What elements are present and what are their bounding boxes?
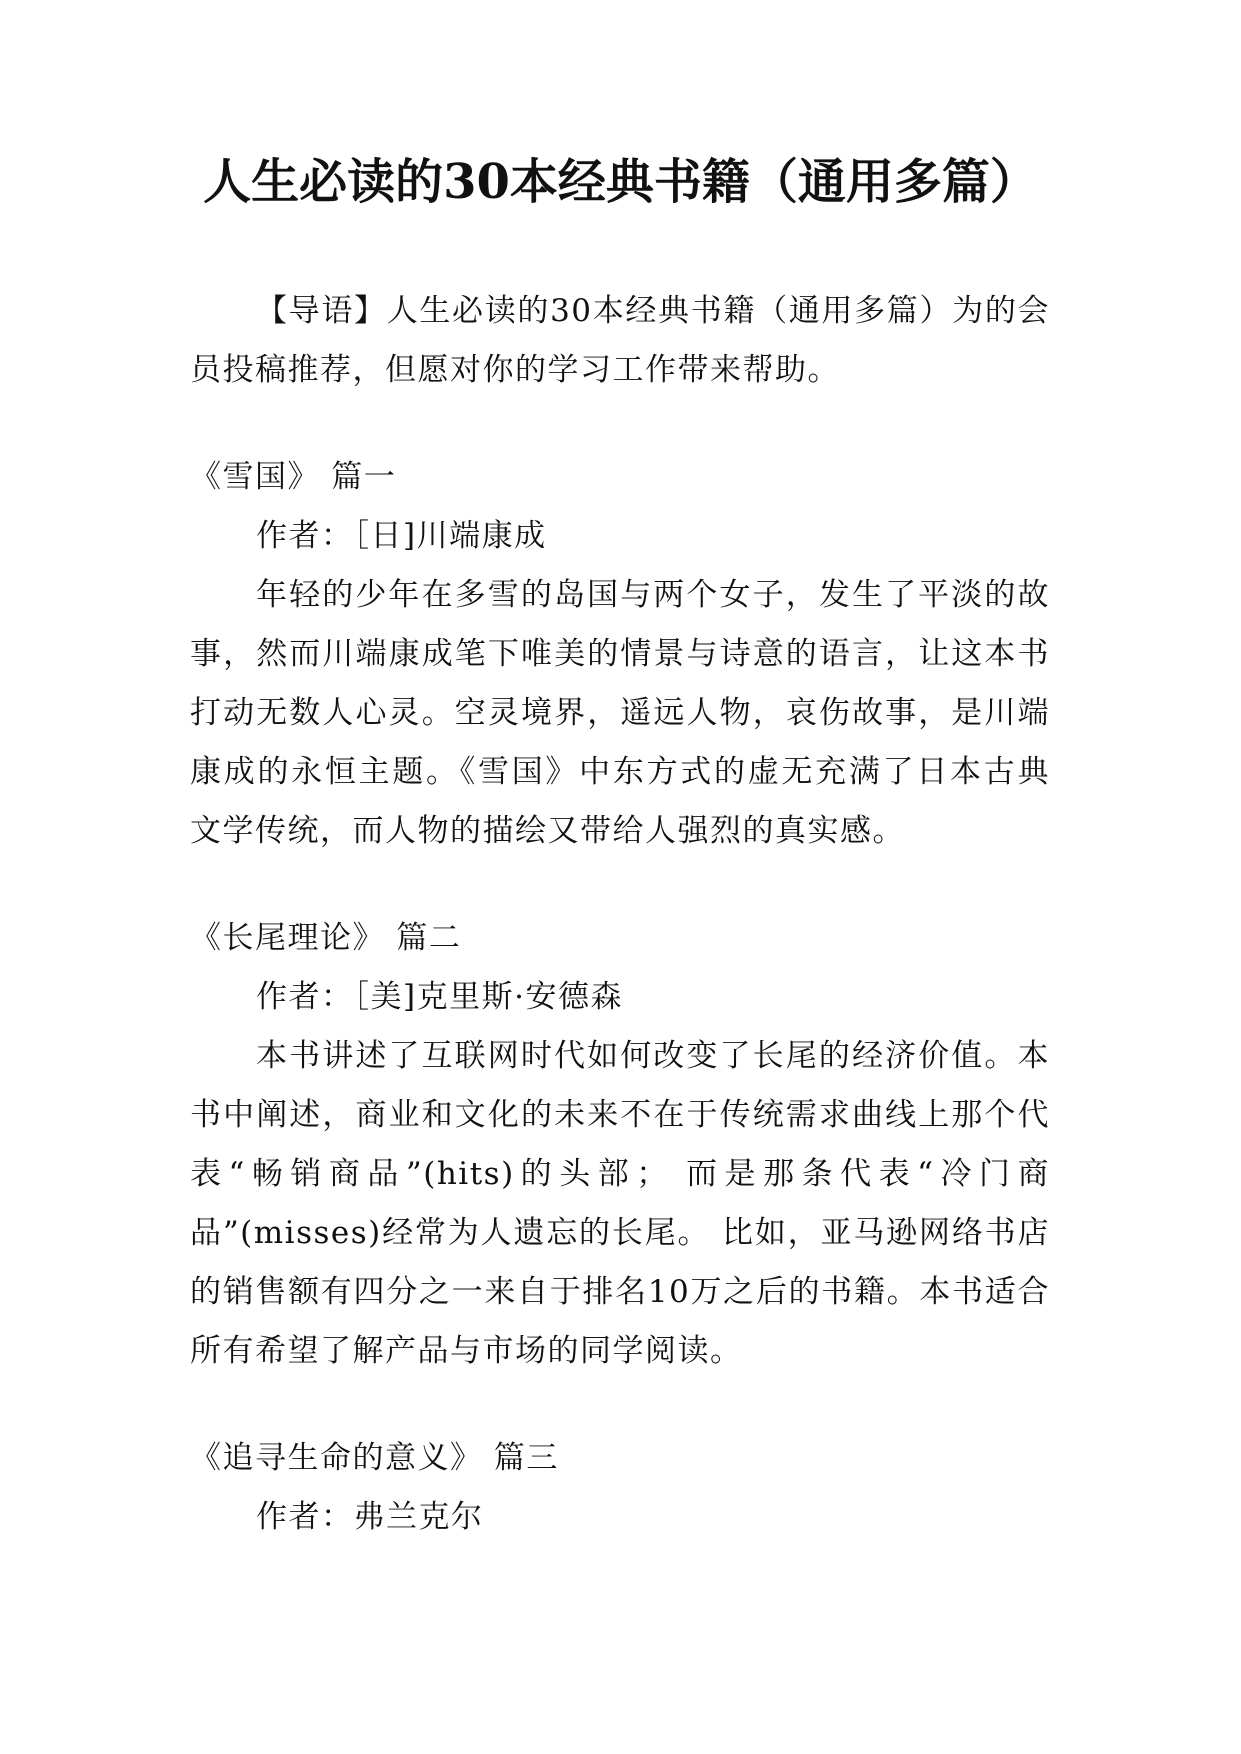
section-2-text: 本书讲述了互联网时代如何改变了长尾的经济价值。本书中阐述，商业和文化的未来不在于传统需求曲线上那个代表“畅销商品”(hits)的头部； 而是那条代表“冷门商品”(misses)经常为人遗忘的长尾。 比如，亚马逊网络书店的销售额有四分之一来自于排名10万之后的书籍。本书适合所有希望了解产品与市场的同学阅读。 <box>190 1038 1050 1369</box>
section-1-heading: 《雪国》 篇一 <box>190 459 397 495</box>
section-2-heading: 《长尾理论》 篇二 <box>190 920 462 956</box>
section-2-author: 作者：［美]克里斯·安德森 <box>256 979 623 1015</box>
section-gap <box>190 400 1050 448</box>
section-1-author: 作者：［日]川端康成 <box>256 518 547 554</box>
document-body <box>190 282 1050 1547</box>
section-1-text: 年轻的少年在多雪的岛国与两个女子，发生了平淡的故事，然而川端康成笔下唯美的情景与诗意的语言，让这本书打动无数人心灵。空灵境界，遥远人物，哀伤故事，是川端康成的永恒主题。《雪国》中东方式的虚无充满了日本古典文学传统，而人物的描绘又带给人强烈的真实感。 <box>190 577 1050 849</box>
section-3-author: 作者：弗兰克尔 <box>256 1499 484 1535</box>
section-3-heading: 《追寻生命的意义》 篇三 <box>190 1440 559 1476</box>
intro-paragraph: 【导语】人生必读的30本经典书籍（通用多篇）为的会员投稿推荐，但愿对你的学习工作带来帮助。 <box>190 293 1050 388</box>
section-gap <box>190 1381 1050 1429</box>
section-gap <box>190 861 1050 909</box>
document-title: 人生必读的30本经典书籍（通用多篇） <box>203 154 1038 210</box>
